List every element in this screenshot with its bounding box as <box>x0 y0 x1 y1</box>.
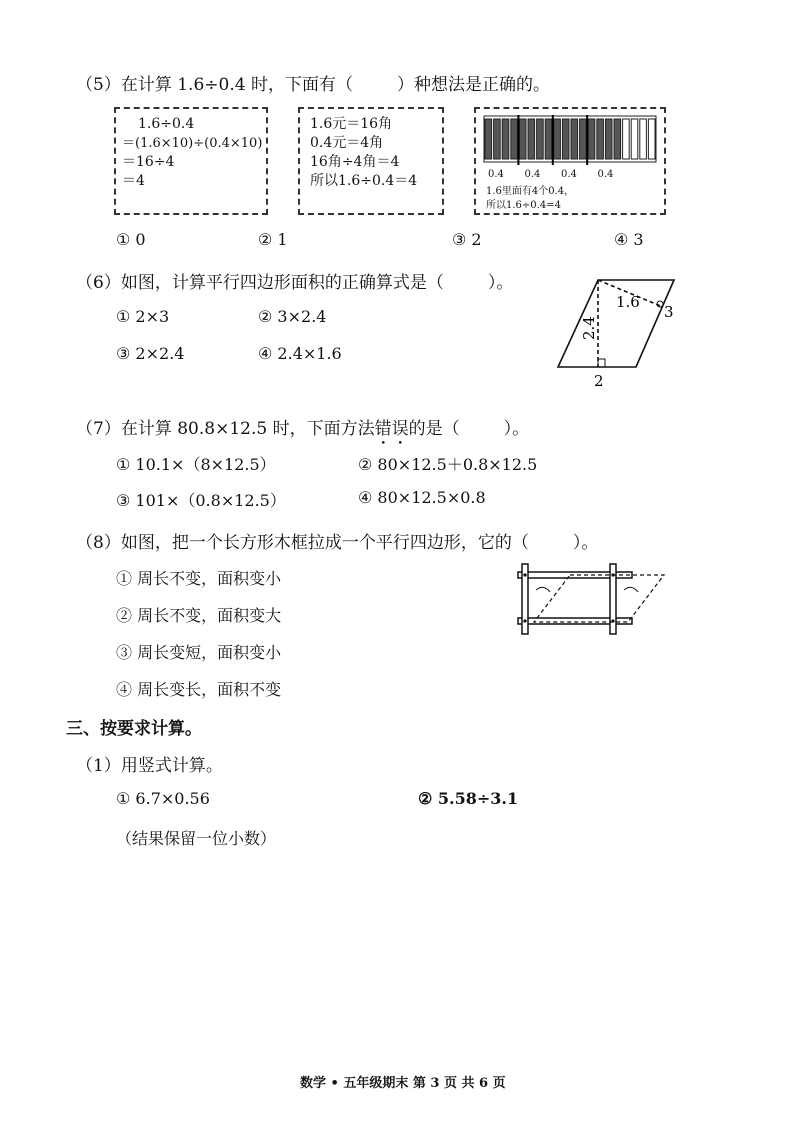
q5-option-4[interactable]: ④ 3 <box>614 230 644 249</box>
q6-stem: （6）如图，计算平行四边形面积的正确算式是（ ）。 <box>76 273 514 293</box>
page-footer: 数学 • 五年级期末 第 3 页 共 6 页 <box>300 1076 506 1091</box>
label-2: 2 <box>594 372 604 390</box>
box2-line-3: 16角÷4角＝4 <box>310 154 400 170</box>
label-2-4: 2.4 <box>580 316 598 340</box>
bar-stripe <box>519 119 526 159</box>
box1-line-3: ＝16÷4 <box>122 154 175 170</box>
bar-stripe <box>494 119 501 159</box>
q6-option-1[interactable]: ① 2×3 <box>116 307 170 326</box>
tick-label: 0.4 <box>524 169 541 180</box>
q6-option-2[interactable]: ② 3×2.4 <box>258 307 327 326</box>
bar-stripe <box>597 119 604 159</box>
bar-stripe <box>545 119 552 159</box>
parallelogram-figure <box>540 270 690 400</box>
q7-option-3[interactable]: ③ 101×（0.8×12.5） <box>116 491 286 510</box>
wooden-frame-figure <box>510 560 670 640</box>
box1-line-4: ＝4 <box>122 173 145 189</box>
q7-option-4[interactable]: ④ 80×12.5×0.8 <box>358 488 486 507</box>
bar-stripe <box>588 119 595 159</box>
q5-option-3[interactable]: ③ 2 <box>452 230 482 249</box>
bar-model-caption: 1.6里面有4个0.4， 所以1.6÷0.4=4 <box>486 186 575 211</box>
bar-stripe <box>623 119 630 159</box>
bar-model-diagram <box>476 111 664 171</box>
bar-stripe <box>605 119 612 159</box>
bar-model-tick-labels <box>488 169 658 180</box>
bar-stripe <box>631 119 638 159</box>
calc-item-1[interactable]: ① 6.7×0.56 <box>116 789 210 808</box>
q8-option-1[interactable]: ① 周长不变，面积变小 <box>116 569 282 588</box>
box2-line-1: 1.6元＝16角 <box>310 116 393 132</box>
bar-stripe <box>571 119 578 159</box>
q5-box-method-2 <box>298 107 444 215</box>
q5-stem: （5）在计算 1.6÷0.4 时，下面有（ ）种想法是正确的。 <box>76 75 550 95</box>
tick-label: 0.4 <box>597 169 614 180</box>
q7-option-2[interactable]: ② 80×12.5＋0.8×12.5 <box>358 455 538 474</box>
bar-stripe <box>648 119 655 159</box>
tick-label: 0.4 <box>488 169 504 180</box>
q5-box-method-1 <box>114 107 268 215</box>
bar-stripe <box>528 119 535 159</box>
bar-stripe <box>554 119 561 159</box>
box2-line-4: 所以1.6÷0.4＝4 <box>310 173 418 189</box>
q8-option-3[interactable]: ③ 周长变短，面积变小 <box>116 643 282 662</box>
box1-line-1: 1.6÷0.4 <box>138 116 195 132</box>
bar-stripe <box>562 119 569 159</box>
section-3-sub-1: （1）用竖式计算。 <box>76 756 223 776</box>
emphasis-word: 错误 <box>374 419 409 439</box>
q5-option-1[interactable]: ① 0 <box>116 230 146 249</box>
box1-line-2: ＝(1.6×10)÷(0.4×10) <box>122 136 263 151</box>
bar-stripe <box>614 119 621 159</box>
tick-label: 0.4 <box>561 169 577 180</box>
q8-stem: （8）如图，把一个长方形木框拉成一个平行四边形，它的（ ）。 <box>76 533 599 553</box>
bar-stripe <box>580 119 587 159</box>
q6-option-4[interactable]: ④ 2.4×1.6 <box>258 344 342 363</box>
bar-stripe <box>537 119 544 159</box>
q6-option-3[interactable]: ③ 2×2.4 <box>116 344 185 363</box>
bar-stripe <box>485 119 492 159</box>
section-3-heading: 三、按要求计算。 <box>66 719 202 739</box>
box2-line-2: 0.4元＝4角 <box>310 135 384 151</box>
label-3: 3 <box>664 303 674 321</box>
bar-stripe <box>511 119 518 159</box>
label-1-6: 1.6 <box>616 293 640 311</box>
bar-stripe <box>502 119 509 159</box>
rounding-note: （结果保留一位小数） <box>116 829 277 848</box>
bar-stripe <box>640 119 647 159</box>
q8-option-4[interactable]: ④ 周长变长，面积不变 <box>116 680 282 699</box>
q5-option-2[interactable]: ② 1 <box>258 230 288 249</box>
q7-stem: （7）在计算 80.8×12.5 时，下面方法错误的是（ ）。 <box>76 419 530 439</box>
q7-option-1[interactable]: ① 10.1×（8×12.5） <box>116 455 276 474</box>
q8-option-2[interactable]: ② 周长不变，面积变大 <box>116 606 282 625</box>
q5-box-method-3 <box>474 107 666 215</box>
calc-item-2[interactable]: ② 5.58÷3.1 <box>418 789 519 808</box>
